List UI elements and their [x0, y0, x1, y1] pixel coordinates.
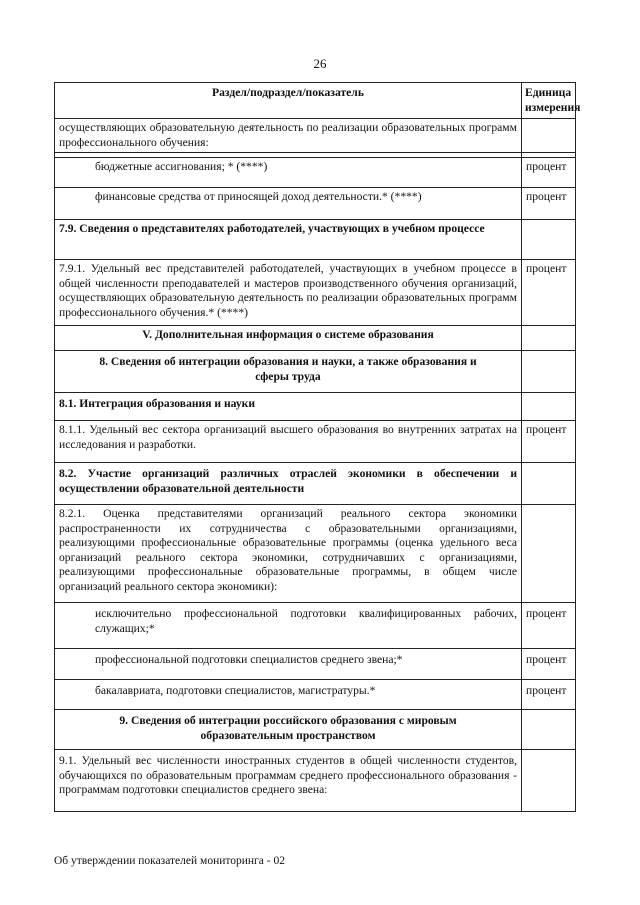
row-unit: процент	[522, 603, 576, 649]
header-indicator: Раздел/подраздел/показатель	[55, 83, 522, 119]
row-text: осуществляющих образовательную деятельность по реализации образовательных программ профессионального обучения:	[55, 119, 522, 153]
row-text: бюджетные ассигнования; * (****)	[55, 158, 522, 188]
section-title: 8. Сведения об интеграции образования и науки, а также образования и сферы труда	[55, 351, 522, 393]
table-row	[55, 188, 576, 220]
document-footer: Об утверждении показателей мониторинга - 02	[54, 855, 285, 867]
row-unit: процент	[522, 421, 576, 463]
section-row	[55, 351, 576, 393]
table-header-row	[55, 83, 576, 119]
section-title: 7.9. Сведения о представителях работодателей, участвующих в учебном процессе	[55, 220, 522, 260]
page-number: 26	[313, 56, 327, 71]
row-text: 7.9.1. Удельный вес представителей работодателей, участвующих в учебном процессе в общей численности преподавателей и мастеров производственного обучения организаций, осуществляющих образовательную деятельность по реализации образовательных программ профессионального обучения.* (****)	[55, 260, 522, 326]
table-row	[55, 603, 576, 649]
row-unit: процент	[522, 188, 576, 220]
row-unit	[522, 505, 576, 603]
row-unit: процент	[522, 158, 576, 188]
row-unit	[522, 351, 576, 393]
section-title: 8.2. Участие организаций различных отраслей экономики в обеспечении и осуществлении образовательной деятельности	[55, 463, 522, 505]
table-row	[55, 505, 576, 603]
indicators-table	[54, 82, 581, 812]
table-row	[55, 750, 576, 812]
row-unit	[522, 393, 576, 421]
section-row	[55, 393, 576, 421]
section-row	[55, 463, 576, 505]
row-text: финансовые средства от приносящей доход деятельности.* (****)	[55, 188, 522, 220]
header-unit: Единица измерения	[522, 83, 576, 119]
row-text: профессиональной подготовки специалистов среднего звена;*	[55, 649, 522, 680]
row-unit: процент	[522, 680, 576, 710]
row-text: 8.1.1. Удельный вес сектора организаций высшего образования во внутренних затратах на исследования и разработки.	[55, 421, 522, 463]
row-text: 8.2.1. Оценка представителями организаций реального сектора экономики распространенности их сотрудничества с образовательными организациями, реализующими профессиональные образовательные программы (оценка удельного веса организаций реального сектора экономики, сотрудничавших с организациями, реализующими профессиональные образовательные программы, в общем числе организаций реального сектора экономики):	[55, 505, 522, 603]
row-text: 9.1. Удельный вес численности иностранных студентов в общей численности студентов, обучающихся по образовательным программам среднего профессионального образования - программам подготовки специалистов среднего звена:	[55, 750, 522, 812]
row-unit	[522, 326, 576, 351]
row-unit	[522, 710, 576, 750]
row-unit: процент	[522, 649, 576, 680]
row-unit	[522, 750, 576, 812]
table-row	[55, 421, 576, 463]
table-row	[55, 649, 576, 680]
row-unit: процент	[522, 260, 576, 326]
row-unit	[522, 119, 576, 153]
section-title: 8.1. Интеграция образования и науки	[55, 393, 522, 421]
table-row	[55, 119, 576, 153]
section-title: V. Дополнительная информация о системе образования	[55, 326, 522, 351]
row-text: исключительно профессиональной подготовки квалифицированных рабочих, служащих;*	[55, 603, 522, 649]
table-row	[55, 680, 576, 710]
section-row	[55, 326, 576, 351]
row-unit	[522, 463, 576, 505]
section-row	[55, 220, 576, 260]
section-title: 9. Сведения об интеграции российского образования с мировым образовательным пространством	[55, 710, 522, 750]
row-text: бакалавриата, подготовки специалистов, магистратуры.*	[55, 680, 522, 710]
table-row	[55, 158, 576, 188]
section-row	[55, 710, 576, 750]
row-unit	[522, 220, 576, 260]
table-row	[55, 260, 576, 326]
